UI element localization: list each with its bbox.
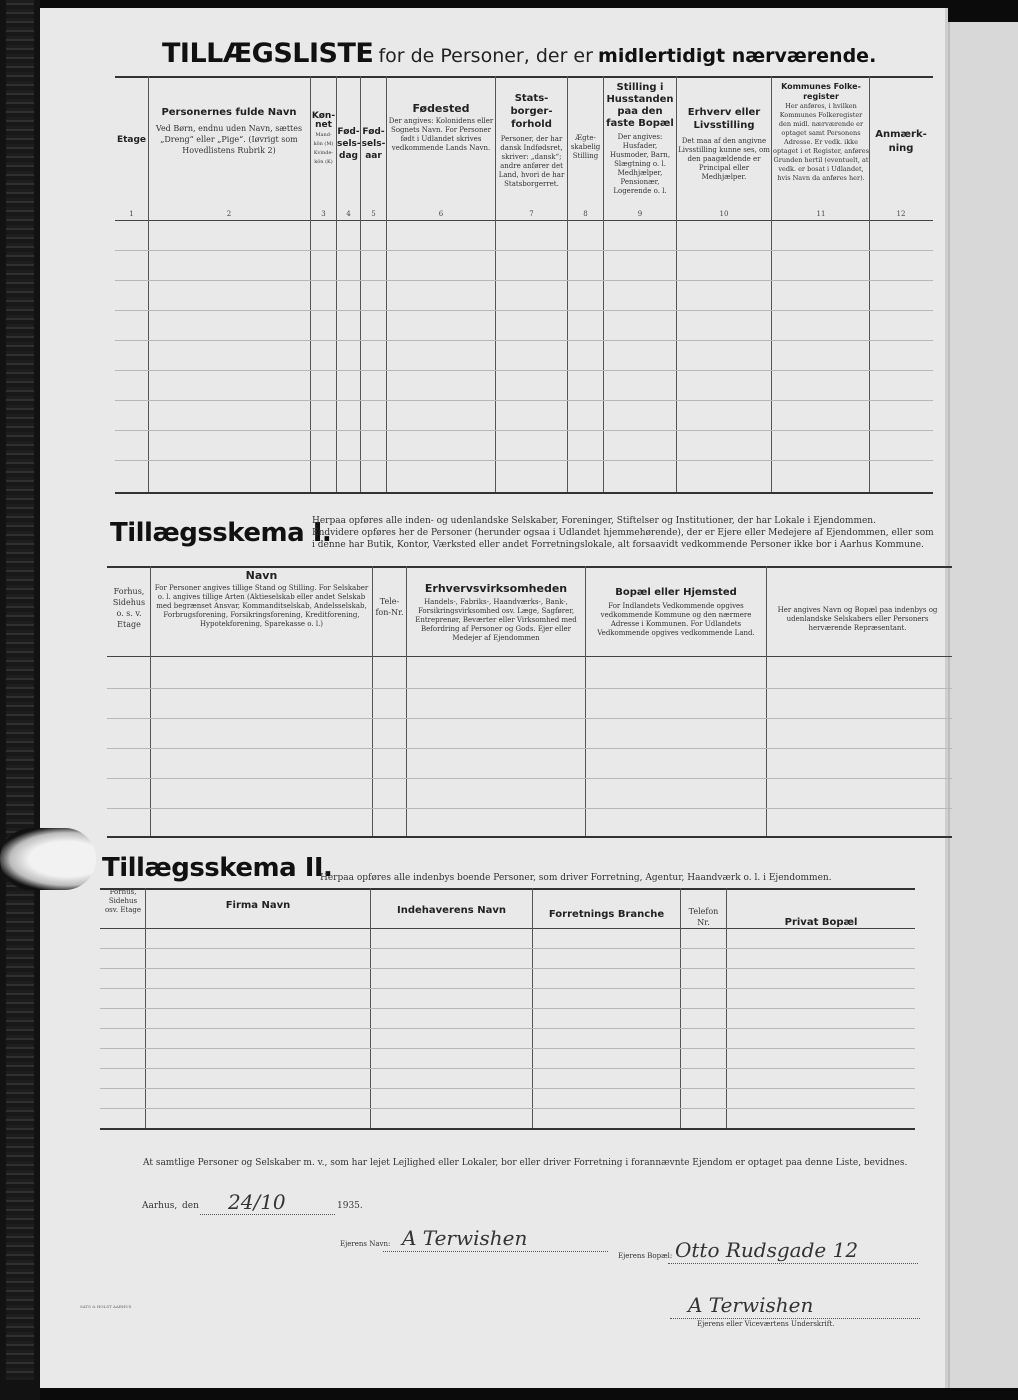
skema2-top-rule [100, 888, 915, 890]
hdr-navn: Personernes fulde Navn Ved Børn, endnu uden Navn, sættes „Dreng“ eller „Pige“. (Iøvrigt som Hovedlistens Rubrik 2) [155, 107, 303, 155]
hdr-num-7: 7 [529, 210, 534, 218]
row-line [115, 340, 933, 341]
s2-hdr-firma: Firma Navn [225, 900, 291, 911]
row-line [100, 968, 915, 969]
book-binding [0, 0, 40, 1400]
hdr-num-5: 5 [371, 210, 376, 218]
hdr-num-12: 12 [896, 210, 906, 218]
hdr-num-2: 2 [226, 210, 232, 218]
printer-mark: SATS & HOLST AARHUS [80, 1304, 132, 1309]
main-header-rule [115, 220, 933, 221]
skema2-title: Tillægsskema II. [102, 853, 333, 883]
attestation-den: den [182, 1201, 199, 1211]
s1-hdr-telefon: Tele-fon-Nr. [375, 597, 404, 617]
hdr-aegteskabelig: Ægte-skabelig Stilling [570, 134, 601, 160]
row-line [107, 688, 952, 689]
title-rest: for de Personer, der er [378, 45, 593, 67]
next-page-edge [948, 22, 1018, 1388]
row-line [107, 718, 952, 719]
s1-hdr-bopael: Bopæl eller Hjemsted For Indlandets Vedkommende opgives vedkommende Kommune og den nærmere Adresse i Kommunen. For Udlandets Vedkommende opgives vedkommende Land. [597, 587, 755, 637]
row-line [115, 400, 933, 401]
hdr-fodested: Fødested Der angives: Kolonidens eller Sognets Navn. For Personer født i Udlandet skrives vedkommende Lands Navn. [388, 102, 494, 152]
hdr-etage: Etage [116, 135, 147, 145]
s2-hdr-indehaver: Indehaverens Navn [397, 905, 506, 916]
skema1-title: Tillægsskema I. [110, 518, 332, 548]
hdr-kon: Køn-net Mand-kön (M) Kvinde-kön (K) [311, 111, 336, 165]
hdr-num-1: 1 [129, 210, 134, 218]
page-title [162, 38, 876, 69]
row-line [115, 460, 933, 461]
row-line [107, 748, 952, 749]
s2-hdr-privat-bopael: Privat Bopæl [784, 917, 858, 928]
row-line [107, 808, 952, 809]
title-main: TILLÆGSLISTE [162, 38, 374, 69]
hdr-num-3: 3 [321, 210, 326, 218]
attestation-year: 1935. [337, 1201, 363, 1211]
col-divider [766, 566, 767, 836]
skema1-intro-line: Endvidere opføres her de Personer (herunder ogsaa i Udlandet hjemmehørende), der er Ejere eller Medejere af Ejendommen, eller som [312, 528, 934, 538]
row-line [107, 778, 952, 779]
hdr-num-6: 6 [438, 210, 444, 218]
row-line [100, 988, 915, 989]
s1-hdr-navn: Navn For Personer angives tillige Stand og Stilling. For Selskaber o. l. angives tillige Arten (Aktieselskab eller andet Selskab med begrænset Ansvar, Kommanditselskab, Andelsselskab, Forbrugsforening, Forsikringsforening, Kreditforening, Hypotekforening, Sparekasse o. l.) [154, 569, 369, 628]
hdr-fodselsdag: Fød-sels-dag [337, 127, 361, 161]
row-line [115, 310, 933, 311]
owner-name-label: Ejerens Navn: [340, 1240, 391, 1248]
row-line [100, 1028, 915, 1029]
row-line [100, 1088, 915, 1089]
attestation-statement: At samtlige Personer og Selskaber m. v., som har lejet Lejlighed eller Lokaler, bor eller driver Forretning i forannævnte Ejendom er optaget paa denne Liste, bevidnes. [143, 1158, 908, 1168]
s1-hdr-repraesentant: Her angives Navn og Bopæl paa indenbys og udenlandske Selskabers eller Personers herværende Repræsentant. [777, 606, 938, 632]
skema1-intro-line: i denne har Butik, Kontor, Værksted eller andet Forretningslokale, alt forsaavidt vedkommende Personer ikke bor i Aarhus Kommune. [312, 540, 924, 550]
row-line [100, 1068, 915, 1069]
hdr-erhverv: Erhverv eller Livsstilling Det maa af den angivne Livsstilling kunne ses, om den paagældende er Principal eller Medhjælper. [678, 107, 770, 181]
row-line [100, 948, 915, 949]
s1-hdr-erhverv: Erhvervsvirksomheden Handels-, Fabriks-, Haandværks-, Bank-, Forsikringsvirksomhed osv. Læge, Sagfører, Entreprenør, Beværter eller Virksomhed med Befordring af Personer og Gods. Ejer eller Medejer af Ejendommen [415, 582, 577, 642]
row-line [115, 280, 933, 281]
signature-line [670, 1318, 920, 1319]
s2-hdr-branche: Forretnings Branche [548, 909, 665, 920]
skema1-intro-line: Herpaa opføres alle inden- og udenlandske Selskaber, Foreninger, Stiftelser og Institutioner, der har Lokale i Ejendommen. [312, 516, 876, 526]
main-top-rule [115, 76, 933, 78]
skema1-header-rule [107, 656, 952, 657]
row-line [100, 1108, 915, 1109]
holding-thumb [0, 828, 96, 890]
row-line [115, 430, 933, 431]
hdr-anmaerkning: Anmærk-ning [875, 129, 927, 154]
row-line [115, 370, 933, 371]
attestation-city: Aarhus, [142, 1201, 178, 1211]
col-divider [585, 566, 586, 836]
skema2-bottom-rule [100, 1128, 915, 1130]
skema1-top-rule [107, 566, 952, 568]
hdr-num-4: 4 [346, 210, 351, 218]
date-handwritten: 24/10 [228, 1190, 286, 1214]
owner-name-line [383, 1251, 608, 1252]
row-line [115, 250, 933, 251]
row-line [100, 1048, 915, 1049]
skema1-intro [312, 515, 952, 551]
s1-hdr-etage: Forhus, Sidehus o. s. v. Etage [112, 587, 146, 629]
form-page [40, 8, 948, 1388]
owner-name-signature: A Terwishen [402, 1226, 528, 1250]
hdr-num-11: 11 [816, 210, 826, 218]
title-rest-bold: midlertidigt nærværende. [598, 45, 877, 67]
main-bottom-rule [115, 492, 933, 494]
hdr-stilling: Stilling i Husstanden paa den faste Bopæl Der angives: Husfader, Husmoder, Barn, Slægtning o. l. Medhjælper, Pensionær, Logerende o. l. [606, 82, 674, 195]
col-divider [150, 566, 151, 836]
row-line [100, 1008, 915, 1009]
signature-label: Ejerens eller Viceværtens Underskrift. [697, 1320, 835, 1328]
binding-spine [6, 0, 34, 1380]
signature: A Terwishen [688, 1293, 814, 1317]
skema2-header-rule [100, 928, 915, 929]
col-divider [406, 566, 407, 836]
hdr-fodselsaar: Fød-sels-aar [361, 127, 386, 161]
hdr-num-10: 10 [719, 210, 729, 218]
hdr-statsborger: Stats-borger-forhold Personer, der har dansk Indfødsret, skriver: „dansk“; andre anfører det Land, hvori de har Statsborgerret. [498, 93, 565, 188]
s2-hdr-etage: Forhus, Sidehus osv. Etage [104, 888, 142, 914]
owner-address-label: Ejerens Bopæl: [618, 1252, 673, 1260]
hdr-folkeregister: Kommunes Folke-register Her anføres, i hvilken Kommunes Folkeregister den midl. nærværende er optaget samt Personens Adresse. Er vedk. ikke optaget i et Register, anføres Grunden hertil (eventuelt, at vedk. er bosat i Udlandet, hvis Navn da anføres her). [773, 82, 869, 182]
s2-hdr-telefon: Telefon Nr. [688, 907, 719, 927]
owner-address-handwritten: Otto Rudsgade 12 [675, 1238, 859, 1262]
skema1-bottom-rule [107, 836, 952, 838]
owner-address-line [668, 1263, 918, 1264]
hdr-num-8: 8 [583, 210, 588, 218]
date-line [200, 1214, 335, 1215]
hdr-num-9: 9 [637, 210, 643, 218]
skema2-intro: Herpaa opføres alle indenbys boende Personer, som driver Forretning, Agentur, Haandværk o. l. i Ejendommen. [320, 873, 832, 883]
